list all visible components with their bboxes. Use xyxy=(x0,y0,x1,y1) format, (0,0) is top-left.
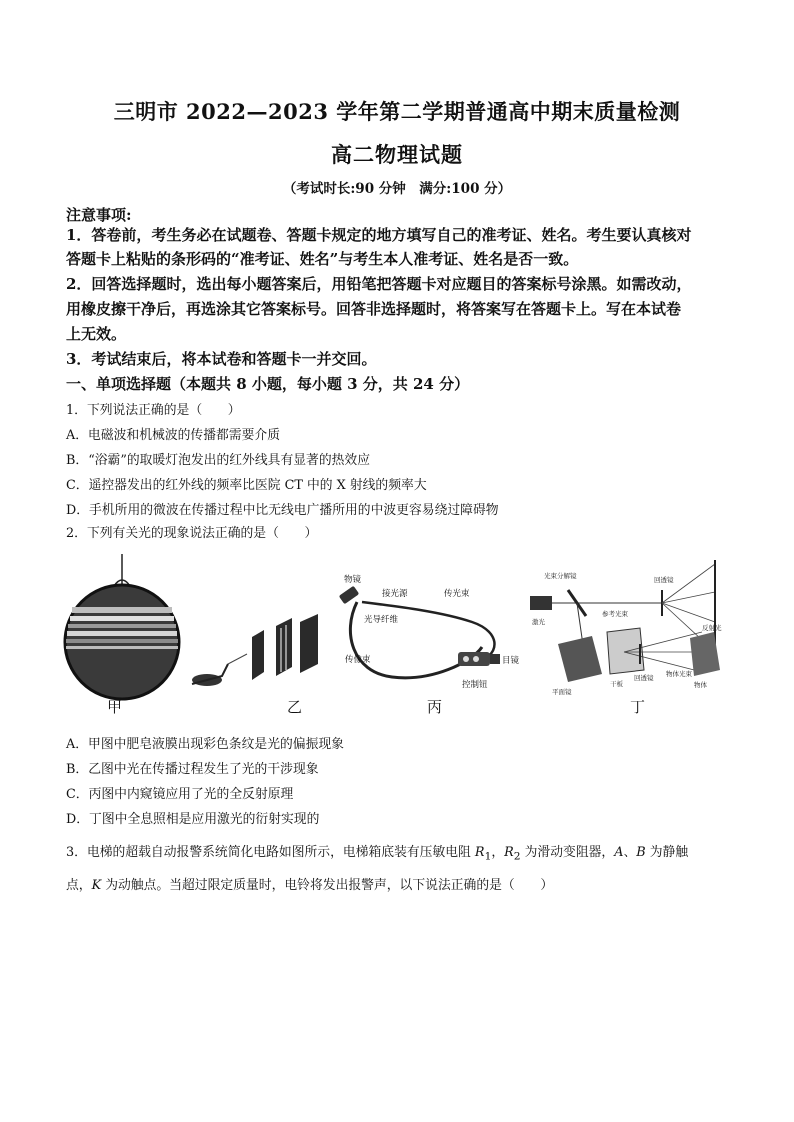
notes-line: 3．考试结束后，将本试卷和答题卡一并交回。 xyxy=(66,350,377,368)
endoscope-diagram xyxy=(339,574,520,690)
q3-stem-line-2 xyxy=(66,874,736,893)
q2-stem: 2．下列有关光的现象说法正确的是（ ） xyxy=(66,526,318,541)
q1-option-d: D．手机所用的微波在传播过程中比无线电广播所用的中波更容易绕过障碍物 xyxy=(66,503,499,518)
q2-option-d: D．丁图中全息照相是应用激光的衍射实现的 xyxy=(66,812,320,827)
q1-option-b: B．“浴霸”的取暖灯泡发出的红外线具有显著的热效应 xyxy=(66,453,371,468)
notes-line: 用橡皮擦干净后，再选涂其它答案标号。回答非选择题时，将答案写在答题卡上。写在本试卷 xyxy=(66,300,682,318)
q3-stem-line-1 xyxy=(66,841,736,863)
figure-label-bing: 丙 xyxy=(427,698,443,716)
figure-label-ding: 丁 xyxy=(630,698,646,716)
label-beam-splitter: 光束分解镜 xyxy=(544,572,577,580)
r1-subscript: 1 xyxy=(484,849,492,863)
notes-line: 答题卡上粘贴的条形码的“准考证、姓名”与考生本人准考证、姓名是否一致。 xyxy=(66,250,579,268)
r2-symbol: R xyxy=(504,845,514,860)
label-object: 物体 xyxy=(694,681,707,689)
q3-text: 、 xyxy=(623,845,637,860)
exam-subtitle: 高二物理试题 xyxy=(331,142,463,167)
notes-line: 1．答卷前，考生务必在试题卷、答题卡规定的地方填写自己的准考证、姓名。考生要认真核对 xyxy=(66,226,692,244)
r2-subscript: 2 xyxy=(513,849,521,863)
label-light-beam: 传光束 xyxy=(444,589,470,599)
a-symbol: A xyxy=(614,845,624,860)
notes-line: 2．回答选择题时，选出每小题答案后，用铅笔把答题卡对应题目的答案标号涂黑。如需改动， xyxy=(66,275,692,293)
holography-diagram xyxy=(530,560,722,696)
label-reflected: 反射光 xyxy=(702,624,722,632)
q3-text: 为静触 xyxy=(645,845,689,860)
notes-line: 上无效。 xyxy=(66,325,127,343)
q1-stem: 1．下列说法正确的是（ ） xyxy=(66,403,241,418)
figure-label-yi: 乙 xyxy=(287,698,303,716)
q2-option-a: A．甲图中肥皂液膜出现彩色条纹是光的偏振现象 xyxy=(66,737,344,752)
label-objective: 物镜 xyxy=(344,575,362,585)
label-lens-1: 回透镜 xyxy=(654,576,674,584)
label-fiber: 光导纤维 xyxy=(364,615,399,625)
label-control: 控制钮 xyxy=(462,680,488,690)
q3-text: 3．电梯的超载自动报警系统简化电路如图所示，电梯箱底装有压敏电阻 xyxy=(66,845,475,860)
section-heading: 一、单项选择题（本题共 8 小题，每小题 3 分，共 24 分） xyxy=(66,375,470,393)
q3-text: 点， xyxy=(66,878,92,893)
exam-info: （考试时长:90 分钟 满分:100 分） xyxy=(282,181,512,197)
q1-option-c: C．遥控器发出的红外线的频率比医院 CT 中的 X 射线的频率大 xyxy=(66,478,427,493)
soap-film-ring xyxy=(65,554,179,699)
label-lens-2: 回透镜 xyxy=(634,674,654,682)
slit-apparatus xyxy=(192,614,318,686)
q2-option-b: B．乙图中光在传播过程发生了光的干涉现象 xyxy=(66,762,319,777)
q3-text: 为动触点。当超过限定质量时，电铃将发出报警声，以下说法正确的是（ ） xyxy=(101,878,554,893)
k-symbol: K xyxy=(91,878,102,893)
r1-symbol: R xyxy=(474,845,485,860)
label-eyepiece: 目镜 xyxy=(502,656,520,666)
q3-text: 为滑动变阻器， xyxy=(520,845,615,860)
figure-label-jia: 甲 xyxy=(107,698,123,716)
exam-title: 三明市 2022—2023 学年第二学期普通高中期末质量检测 xyxy=(113,99,681,124)
notes-heading: 注意事项: xyxy=(66,206,132,224)
b-symbol: B xyxy=(636,845,646,860)
label-object-beam: 物体光束 xyxy=(666,670,692,678)
q3-text: ， xyxy=(491,845,505,860)
label-mirror: 平面镜 xyxy=(552,688,572,696)
q2-figure xyxy=(62,552,732,724)
label-laser: 激光 xyxy=(532,618,545,626)
q2-option-c: C．丙图中内窥镜应用了光的全反射原理 xyxy=(66,787,294,802)
label-light-source: 接光源 xyxy=(382,589,408,599)
label-image-beam: 传像束 xyxy=(345,655,371,665)
label-ref-beam: 参考光束 xyxy=(602,610,628,618)
label-plate: 干板 xyxy=(610,680,623,688)
q1-option-a: A．电磁波和机械波的传播都需要介质 xyxy=(66,428,280,443)
